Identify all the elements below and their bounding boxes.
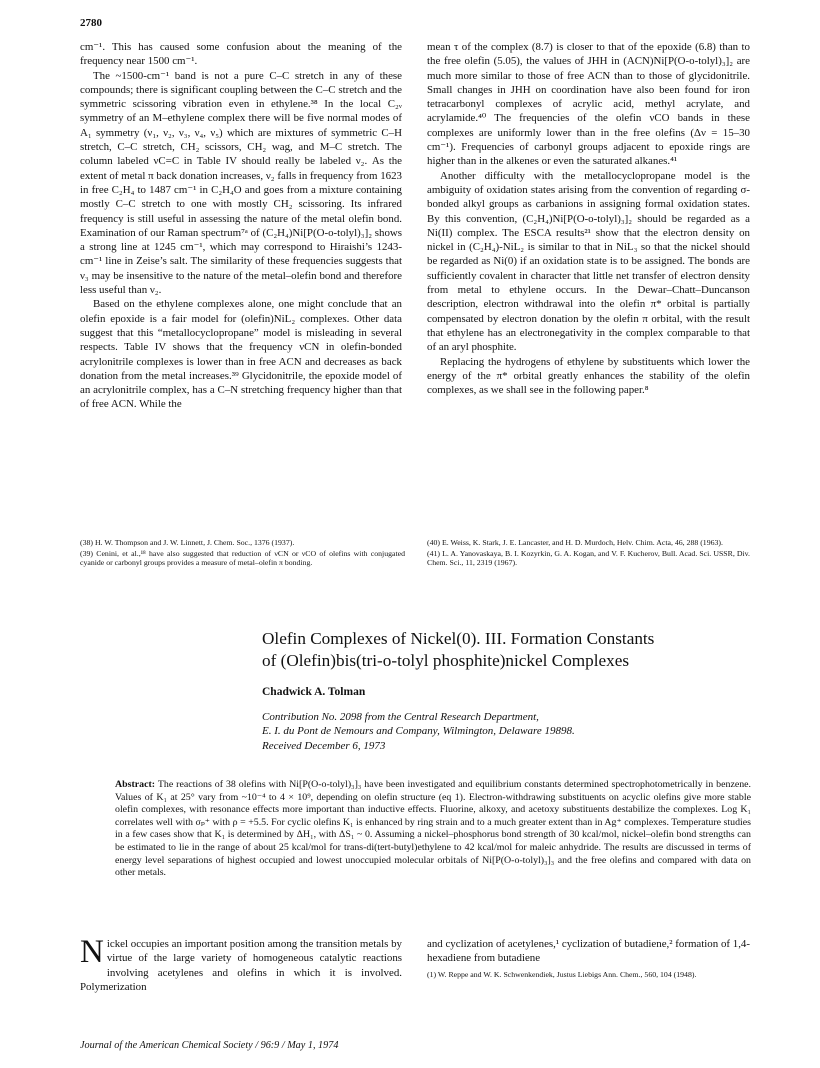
affiliation: [262, 710, 732, 753]
received-date: Received December 6, 1973: [262, 739, 386, 752]
title-line: of (Olefin)bis(tri-o-tolyl phosphite)nickel Complexes: [262, 651, 630, 670]
paragraph: The ~1500-cm⁻¹ band is not a pure C–C stretch in any of these compounds; there is significant coupling between the C–C stretch and the symmetric scissoring vibration even in ethylene.³⁸ In the local C₂ᵥ symmetry of an M–ethylene complex there will be five normal modes of A₁ symmetry (ν₁, ν₂, ν₃, ν₄, ν₅) which are mixtures of symmetric C–H stretch, C–C stretch, CH₂ scissors, CH₂ wag, and M–C stretch. The column labeled νC=C in Table IV should really be labeled ν₂. As the extent of metal π back donation increases, ν₂ falls in frequency from 1623 in free C₂H₄ to 1487 cm⁻¹ in C₂H₄O and goes from a mixture containing mostly C–C stretch to one with mostly CH₂ scissoring. Its infrared frequency is still useful in assessing the nature of the metal olefin bond. Examination of our Raman spectrum⁷ᵃ of (C₂H₄)Ni[P(O-o-tolyl)₃]₂ shows a strong line at 1245 cm⁻¹, which may correspond to Hiraishi’s 1243-cm⁻¹ line in Zeise’s salt. The similarity of these frequencies suggests that ν₃ may be insensitive to the nature of the metal–olefin bond and therefore less useful than ν₂.: [80, 69, 402, 297]
footnote: (41) L. A. Yanovaskaya, B. I. Kozyrkin, G. A. Kogan, and V. F. Kucherov, Bull. Acad. Sci. USSR, Div. Chem. Sci., 11, 2319 (1967).: [427, 548, 750, 568]
drop-cap: N: [80, 934, 104, 970]
affiliation-line: Contribution No. 2098 from the Central Research Department,: [262, 711, 539, 723]
left-column: [80, 40, 402, 412]
intro-text: ickel occupies an important position among the transition metals by virtue of the large variety of homogeneous catalytic reactions involving acetylenes and olefins in which it is involved. Polymerization: [80, 938, 402, 993]
paragraph: Another difficulty with the metallocyclopropane model is the ambiguity of oxidation states arising from the convention of regarding σ-bonded alkyl groups as carbanions in assigning formal oxidation states. By this convention, (C₂H₄)Ni[P(O-o-tolyl)₃]₂ should be regarded as a Ni(II) complex. The ESCA results²¹ show that the electron density on nickel in (C₂H₄)-NiL₂ is similar to that in NiL₃ so that the nickel should be regarded as Ni(0) if an oxidation state is to be assigned. The bonds are sufficiently covalent in character that little net transfer of electron density from metal to ethylene occurs. In the Dewar–Chatt–Duncanson description, electron withdrawal into the olefin π* orbital is partially compensated by electron donation by the olefin π orbital, with the result that ethylene has an electronegativity in the complex comparable to that of an aryl phosphite.: [427, 169, 750, 354]
journal-footer: Journal of the American Chemical Society / 96:9 / May 1, 1974: [80, 1040, 339, 1051]
footnote: (39) Cenini, et al.,¹⁸ have also suggested that reduction of νCN or νCO of olefins with conjugated cyanide or carbonyl groups provides a measure of metal–olefin π bonding.: [80, 548, 405, 568]
abstract: [115, 779, 751, 880]
footnote: (1) W. Reppe and W. K. Schwenkendiek, Justus Liebigs Ann. Chem., 560, 104 (1948).: [427, 969, 697, 979]
title-line: Olefin Complexes of Nickel(0). III. Formation Constants: [262, 629, 655, 648]
affiliation-line: E. I. du Pont de Nemours and Company, Wilmington, Delaware 19898.: [262, 725, 575, 738]
paragraph: cm⁻¹. This has caused some confusion about the meaning of the frequency near 1500 cm⁻¹.: [80, 41, 402, 68]
paragraph: mean τ of the complex (8.7) is closer to that of the epoxide (6.8) than to the free olefin (5.05), the values of JHH in (ACN)Ni[P(O-o-tolyl)₃]₂ are much more similar to those of free ACN than to those of glycidonitrile. Small changes in JHH on coordination have also been found for iron tetracarbonyl complexes of acrylic acid, methyl acrylate, and acrylamide.⁴⁰ The frequencies of the olefin νCO bands in these complexes are uniformly lower than in the free olefins (Δν = 15–30 cm⁻¹). Frequencies of carbonyl groups adjacent to epoxide rings are higher than in the alkenes or even the saturated alkanes.⁴¹: [427, 41, 750, 168]
intro-right: [427, 937, 750, 979]
abstract-text: The reactions of 38 olefins with Ni[P(O-o-tolyl)₃]₃ have been investigated and equilibrium constants determined spectrophotometrically in benzene. Values of K₁ at 25° vary from ~10⁻⁴ to 4 × 10⁹, depending on olefin structure (eq 1). Electron-withdrawing substituents on acyclic olefins give more stable olefin complexes, with resonance effects more important than inductive effects. Fluorine, alkoxy, and acetoxy substituents destabilize the complexes. Log K₁ correlates well with σₚ⁺ with ρ = +5.5. For cyclic olefins K₁ is enhanced by ring strain and to a much greater extent than in Ag⁺ complexes. Temperature studies in a few cases show that K₁ is determined by ΔH₁, with ΔS₁ ~ 0. Assuming a nickel–phosphorus bond strength of 30 kcal/mol, nickel–olefin bond strengths can be estimated to lie in the range of about 25 kcal/mol for trans-di(tert-butyl)ethylene to 42 kcal/mol for maleic anhydride. The results are discussed in terms of energy level separations of highest occupied and lowest unoccupied molecular orbitals of Ni[P(O-o-tolyl)₃]₃ and the free olefins and compared with data on other metals.: [115, 779, 751, 879]
right-column: [427, 40, 750, 397]
author-name: Chadwick A. Tolman: [262, 686, 366, 698]
footnote: (38) H. W. Thompson and J. W. Linnett, J. Chem. Soc., 1376 (1937).: [80, 538, 295, 547]
paragraph: Based on the ethylene complexes alone, one might conclude that an olefin epoxide is a fair model for (olefin)NiL₂ complexes. Other data suggest that this “metallocyclopropane” model is misleading in several respects. Table IV shows that the frequency νCN in olefin-bonded acrylonitrile complexes is lower than in free ACN and decreases as back donation from the metal increases.³⁹ Glycidonitrile, the epoxide model of an acrylonitrile complex, has a C–N stretching frequency higher than that of free ACN. While the: [80, 298, 402, 411]
paragraph: Replacing the hydrogens of ethylene by substituents which lower the energy of the π* orbital greatly enhances the stability of the olefin complexes, as we shall see in the following paper.⁸: [427, 355, 750, 397]
page-number: 2780: [80, 17, 102, 29]
footnotes-right: [427, 538, 750, 569]
abstract-label: Abstract:: [115, 779, 156, 790]
intro-text: and cyclization of acetylenes,¹ cyclization of butadiene,² formation of 1,4-hexadiene from butadiene: [427, 938, 750, 965]
intro-left: [80, 934, 402, 994]
article-title: [262, 628, 762, 672]
footnote: (40) E. Weiss, K. Stark, J. E. Lancaster, and H. D. Murdoch, Helv. Chim. Acta, 46, 288 (1963).: [427, 538, 723, 547]
footnotes-left: [80, 538, 405, 569]
